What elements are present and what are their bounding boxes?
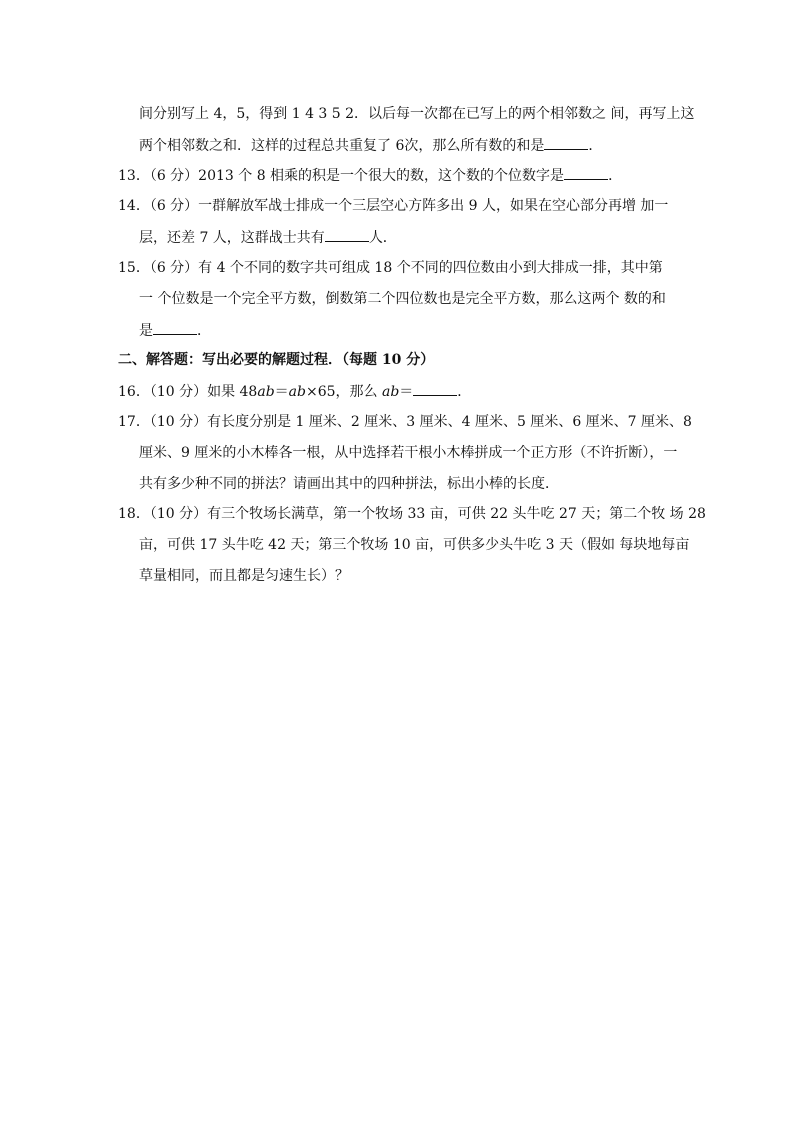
q15-text: 是 <box>139 323 153 339</box>
question-14-line1: 14．（6 分）一群解放军战士排成一个三层空心方阵多出 9 人，如果在空心部分再增 加一 <box>118 198 669 214</box>
q16-text-b: ＝ <box>274 384 289 400</box>
answer-blank <box>325 227 369 242</box>
period: ． <box>588 138 603 154</box>
question-15-line1: 15．（6 分）有 4 个不同的数字共可组成 18 个不同的四位数由小到大排成一排，其中第 <box>118 260 663 276</box>
question-13 <box>118 165 622 185</box>
question-18-line3: 草量相同，而且都是匀速生长）？ <box>139 568 349 584</box>
var-ab: ab <box>257 384 275 400</box>
q12-continuation-line1: 间分别写上 4，5，得到 1 4 3 5 2．以后每一次都在已写上的两个相邻数之 间，再写上这 <box>139 106 695 122</box>
question-18-line2: 亩，可供 17 头牛吃 42 天；第三个牧场 10 亩，可供多少头牛吃 3 天（假如 每块地每亩 <box>139 537 690 553</box>
q14-suffix: 人． <box>368 230 397 246</box>
question-16 <box>118 381 471 401</box>
q12-continuation-line2 <box>139 135 602 155</box>
q16-text-a: 16．（10 分）如果 48 <box>118 384 258 400</box>
period: ． <box>608 168 623 184</box>
question-17-line3: 共有多少种不同的拼法？请画出其中的四种拼法，标出小棒的长度． <box>139 476 559 492</box>
question-15-line3 <box>139 320 211 340</box>
var-ab: ab <box>381 384 400 400</box>
period: ． <box>457 384 472 400</box>
section-heading: 二、解答题：写出必要的解题过程．（每题 10 分） <box>118 352 435 368</box>
question-18-line1: 18．（10 分）有三个牧场长满草，第一个牧场 33 亩，可供 22 头牛吃 27 天；第二个牧 场 28 <box>118 506 706 522</box>
answer-blank <box>153 320 197 335</box>
q16-text-c: ×65，那么 <box>305 384 382 400</box>
question-14-line2 <box>139 227 397 247</box>
q13-text: 13．（6 分）2013 个 8 相乘的积是一个很大的数，这个数的个位数字是 <box>118 168 565 184</box>
q12-text: 两个相邻数之和．这样的过程总共重复了 6次，那么所有数的和是 <box>139 138 545 154</box>
answer-blank <box>564 165 608 180</box>
question-17-line2: 厘米、9 厘米的小木棒各一根，从中选择若干根小木棒拼成一个正方形（不许折断），一 <box>139 445 678 461</box>
answer-blank <box>413 381 457 396</box>
period: ． <box>197 323 211 339</box>
q14-text: 层，还差 7 人，这群战士共有 <box>139 230 325 246</box>
var-ab: ab <box>288 384 306 400</box>
question-15-line2: 一 个位数是一个完全平方数，倒数第二个四位数也是完全平方数，那么这两个 数的和 <box>139 291 666 307</box>
question-17-line1: 17．（10 分）有长度分别是 1 厘米、2 厘米、3 厘米、4 厘米、5 厘米、6 厘米、7 厘米、8 <box>118 414 692 430</box>
q16-text-d: ＝ <box>399 384 414 400</box>
answer-blank <box>544 135 588 150</box>
